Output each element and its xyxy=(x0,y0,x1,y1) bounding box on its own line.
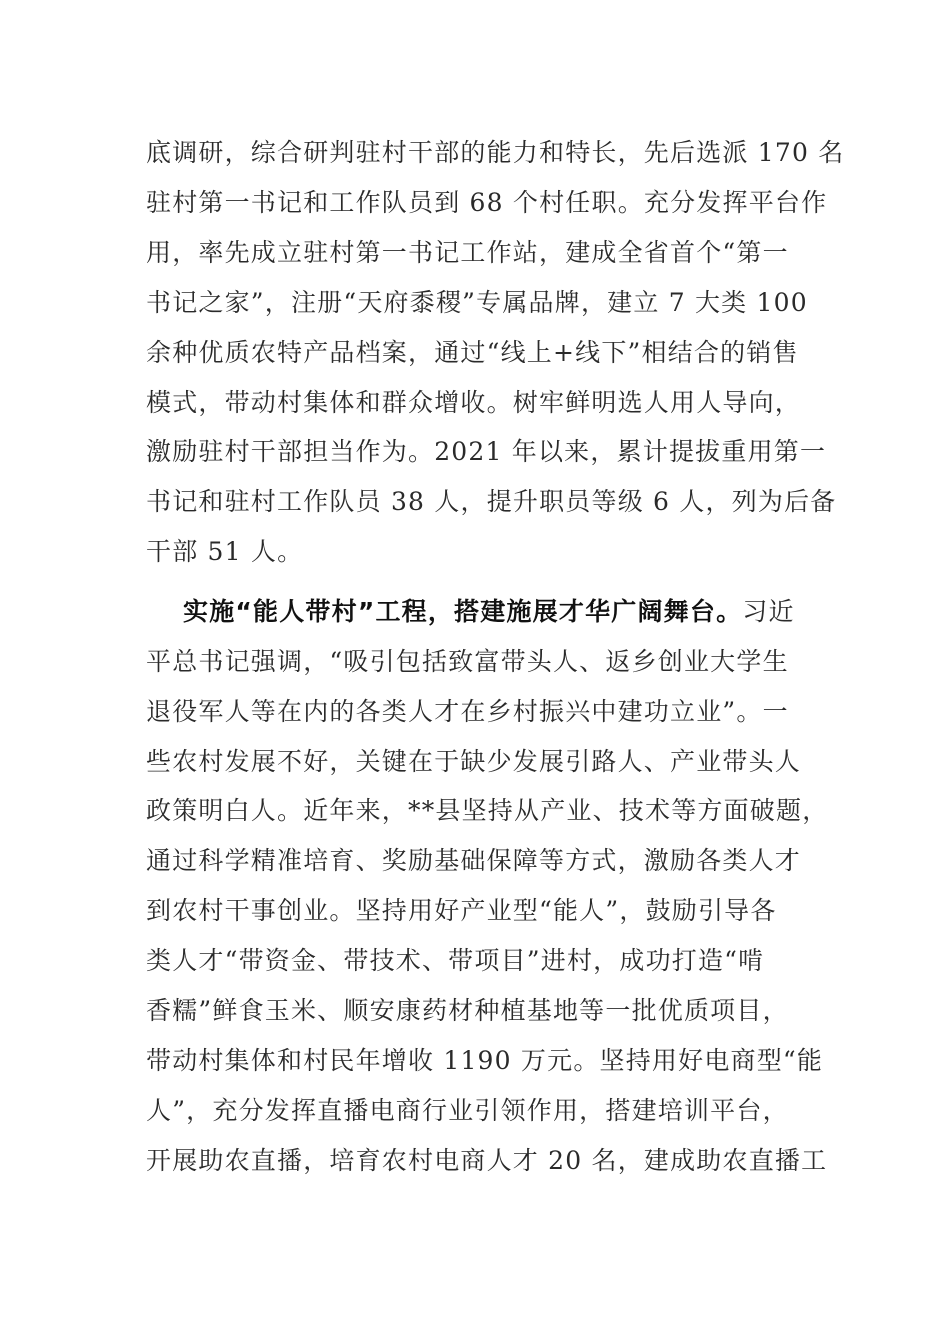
paragraph-2-line-5: 政策明白人。近年来，**县坚持从产业、技术等方面破题， xyxy=(146,796,829,825)
paragraph-2-line-2: 平总书记强调，“吸引包括致富带头人、返乡创业大学生 xyxy=(146,647,789,676)
paragraph-1-line-1: 底调研，综合研判驻村干部的能力和特长，先后选派 170 名 xyxy=(146,138,845,167)
paragraph-2-line-1 xyxy=(183,592,863,632)
paragraph-2-line-11: 人”，充分发挥直播电商行业引领作用，搭建培训平台， xyxy=(146,1096,789,1125)
paragraph-2-line-6: 通过科学精准培育、奖励基础保障等方式，激励各类人才 xyxy=(146,846,802,875)
paragraph-1-line-4: 书记之家”，注册“天府黍稷”专属品牌，建立 7 大类 100 xyxy=(146,288,808,317)
paragraph-1-line-3: 用，率先成立驻村第一书记工作站，建成全省首个“第一 xyxy=(146,238,789,267)
paragraph-1-line-8: 书记和驻村工作队员 38 人，提升职员等级 6 人，列为后备 xyxy=(146,487,837,516)
paragraph-2-line-8: 类人才“带资金、带技术、带项目”进村，成功打造“啃 xyxy=(146,946,765,975)
paragraph-2-line-9: 香糯”鲜食玉米、顺安康药材种植基地等一批优质项目， xyxy=(146,996,789,1025)
paragraph-2-line-1-text: 习近 xyxy=(742,597,795,626)
paragraph-1-line-7: 激励驻村干部担当作为。2021 年以来，累计提拔重用第一 xyxy=(146,437,827,466)
paragraph-1-line-9: 干部 51 人。 xyxy=(146,537,304,566)
paragraph-2-line-10: 带动村集体和村民年增收 1190 万元。坚持用好电商型“能 xyxy=(146,1046,824,1075)
paragraph-1-line-2: 驻村第一书记和工作队员到 68 个村任职。充分发挥平台作 xyxy=(146,188,828,217)
paragraph-2-line-4: 些农村发展不好，关键在于缺少发展引路人、产业带头人 xyxy=(146,747,802,776)
paragraph-2-line-12: 开展助农直播，培育农村电商人才 20 名，建成助农直播工 xyxy=(146,1146,828,1175)
section-heading: 实施“能人带村”工程，搭建施展才华广阔舞台。 xyxy=(183,597,743,626)
paragraph-2-line-3: 退役军人等在内的各类人才在乡村振兴中建功立业”。一 xyxy=(146,697,789,726)
paragraph-2-line-7: 到农村干事创业。坚持用好产业型“能人”，鼓励引导各 xyxy=(146,896,777,925)
paragraph-1-line-6: 模式，带动村集体和群众增收。树牢鲜明选人用人导向， xyxy=(146,388,802,417)
paragraph-1-line-5: 余种优质农特产品档案，通过“线上+线下”相结合的销售 xyxy=(146,338,799,367)
